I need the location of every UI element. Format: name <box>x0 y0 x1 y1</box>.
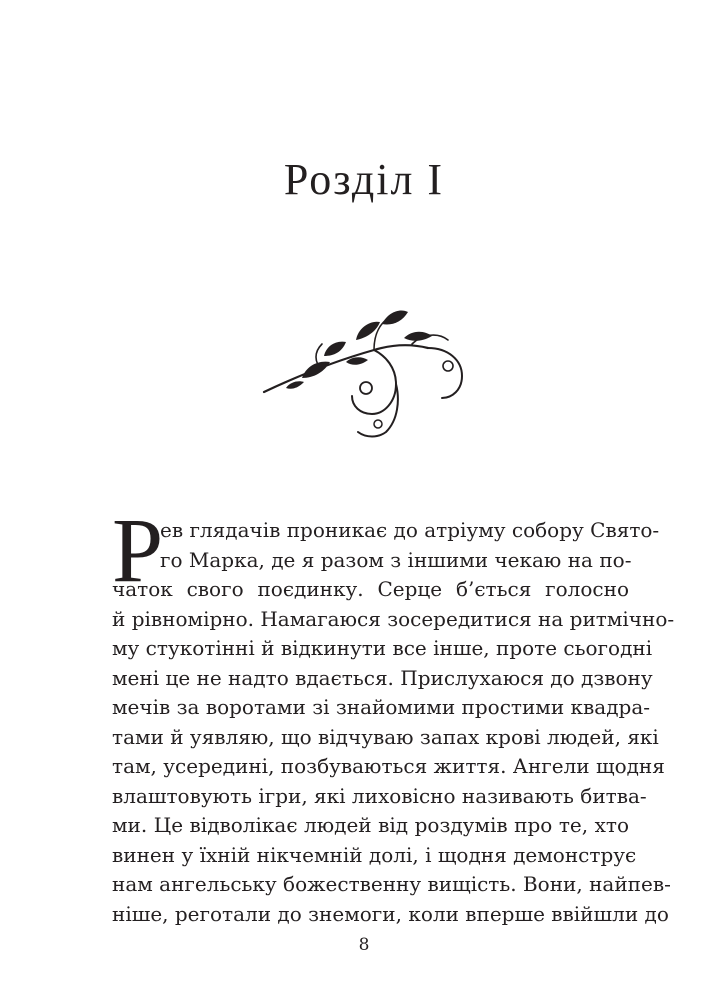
text-line: чаток свого поєдинку. Серце б’ється голосно <box>112 577 629 601</box>
text-line: ми. Це відволікає людей від роздумів про те, хто <box>112 813 629 837</box>
text-line: там, усередині, позбуваються життя. Ангели щодня <box>112 754 665 778</box>
text-line: му стукотінні й відкинути все інше, проте сьогодні <box>112 636 653 660</box>
text-line: мені це не надто вдається. Прислухаюся до дзвону <box>112 665 653 690</box>
text-line: ніше, реготали до знемоги, коли вперше ввійшли до <box>112 901 669 926</box>
chapter-title: Розділ I <box>283 155 445 204</box>
text-line: тами й уявляю, що відчуваю запах крові людей, які <box>112 724 659 749</box>
drop-cap: Р <box>112 499 164 601</box>
floral-swirl-icon <box>262 304 476 440</box>
text-line: й рівномірно. Намагаюся зосередитися на ритмічно- <box>112 606 675 631</box>
text-line: влаштовують ігри, які лиховісно називають битва- <box>112 783 647 808</box>
body-text <box>112 499 675 929</box>
text-line: го Марка, де я разом з іншими чекаю на по- <box>160 547 632 572</box>
text-line: ев глядачів проникає до атріуму собору Свято- <box>160 518 660 542</box>
page-number: 8 <box>358 935 370 955</box>
text-line: винен у їхній нікчемній долі, і щодня демонструє <box>112 842 637 867</box>
text-line: нам ангельську божественну вищість. Вони, найпев- <box>112 872 671 896</box>
text-line: мечів за воротами зі знайомими простими квадра- <box>112 695 651 719</box>
